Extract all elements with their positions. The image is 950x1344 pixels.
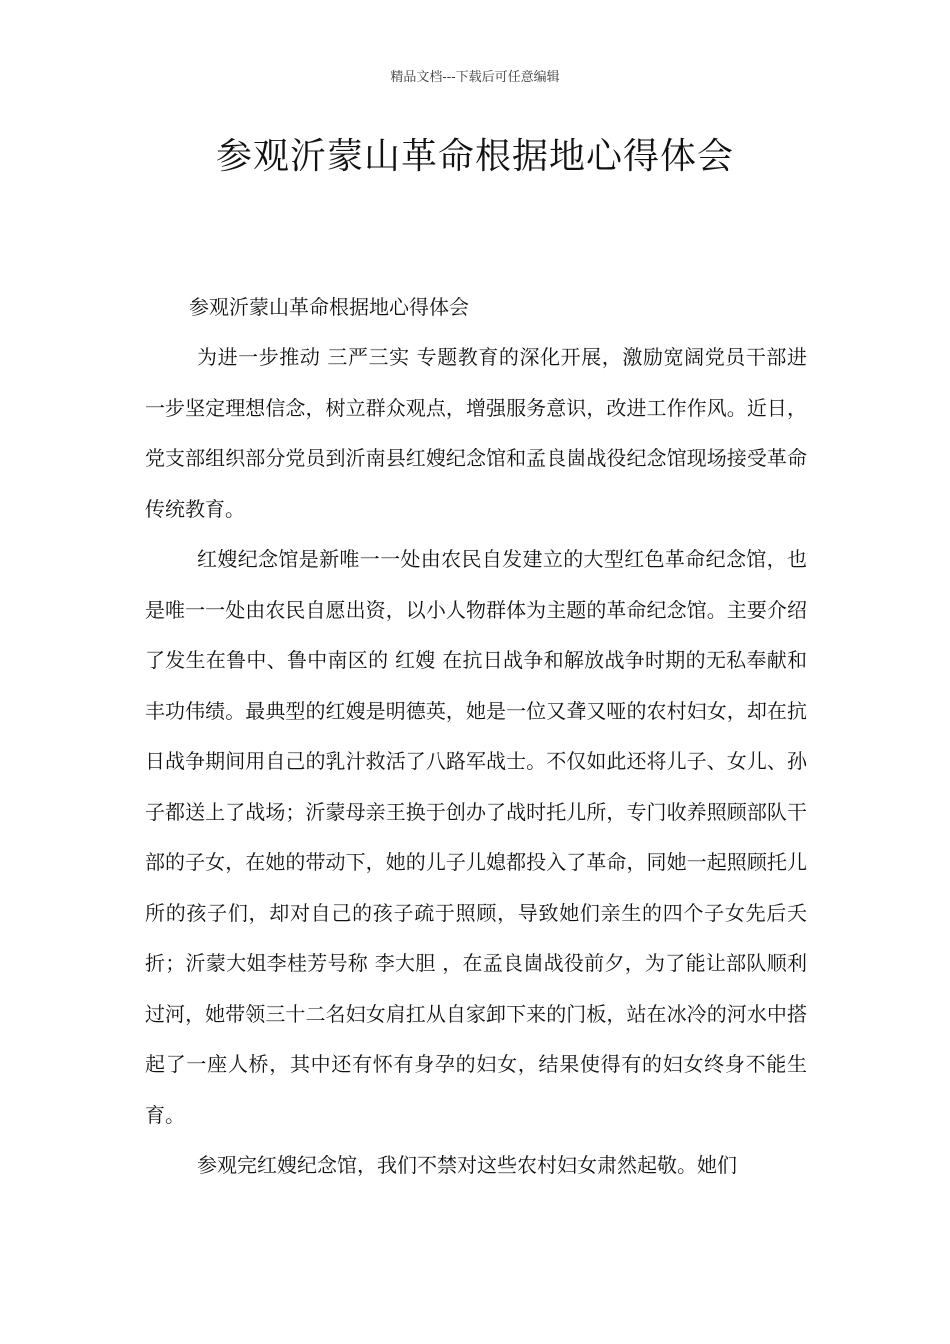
paragraph-2: 红嫂纪念馆是新唯一一处由农民自发建立的大型红色革命纪念馆，也是唯一一处由农民自愿出资，以小人物群体为主题的革命纪念馆。主要介绍了发生在鲁中、鲁中南区的 红嫂 在抗日战争和解放战争时期的无私奉献和丰功伟绩。最典型的红嫂是明德英，她是一位又聋又哑的农村妇女，却在抗日战争期间用自己的乳汁救活了八路军战士。不仅如此还将儿子、女儿、孙子都送上了战场；沂蒙母亲王换于创办了战时托儿所，专门收养照顾部队干部的子女，在她的带动下，她的儿子儿媳都投入了革命，同她一起照顾托儿所的孩子们，却对自己的孩子疏于照顾，导致她们亲生的四个子女先后夭折；沂蒙大姐李桂芳号称 李大胆 ，在孟良崮战役前夕，为了能让部队顺利过河，她带领三十二名妇女肩扛从自家卸下来的门板，站在冰冷的河水中搭起了一座人桥，其中还有怀有身孕的妇女，结果使得有的妇女终身不能生育。 — [145, 547, 807, 1127]
header-note: 精品文档---下载后可任意编辑 — [390, 70, 560, 85]
document-body — [145, 282, 807, 1191]
paragraph-3: 参观完红嫂纪念馆，我们不禁对这些农村妇女肃然起敬。她们 — [197, 1153, 737, 1177]
subheading: 参观沂蒙山革命根据地心得体会 — [189, 295, 469, 319]
document-title: 参观沂蒙山革命根据地心得体会 — [215, 136, 734, 177]
paragraph-1: 为进一步推动 三严三实 专题教育的深化开展，激励宽阔党员干部进一步坚定理想信念，树立群众观点，增强服务意识，改进工作作风。近日，党支部组织部分党员到沂南县红嫂纪念馆和孟良崮战役纪念馆现场接受革命传统教育。 — [145, 345, 807, 521]
